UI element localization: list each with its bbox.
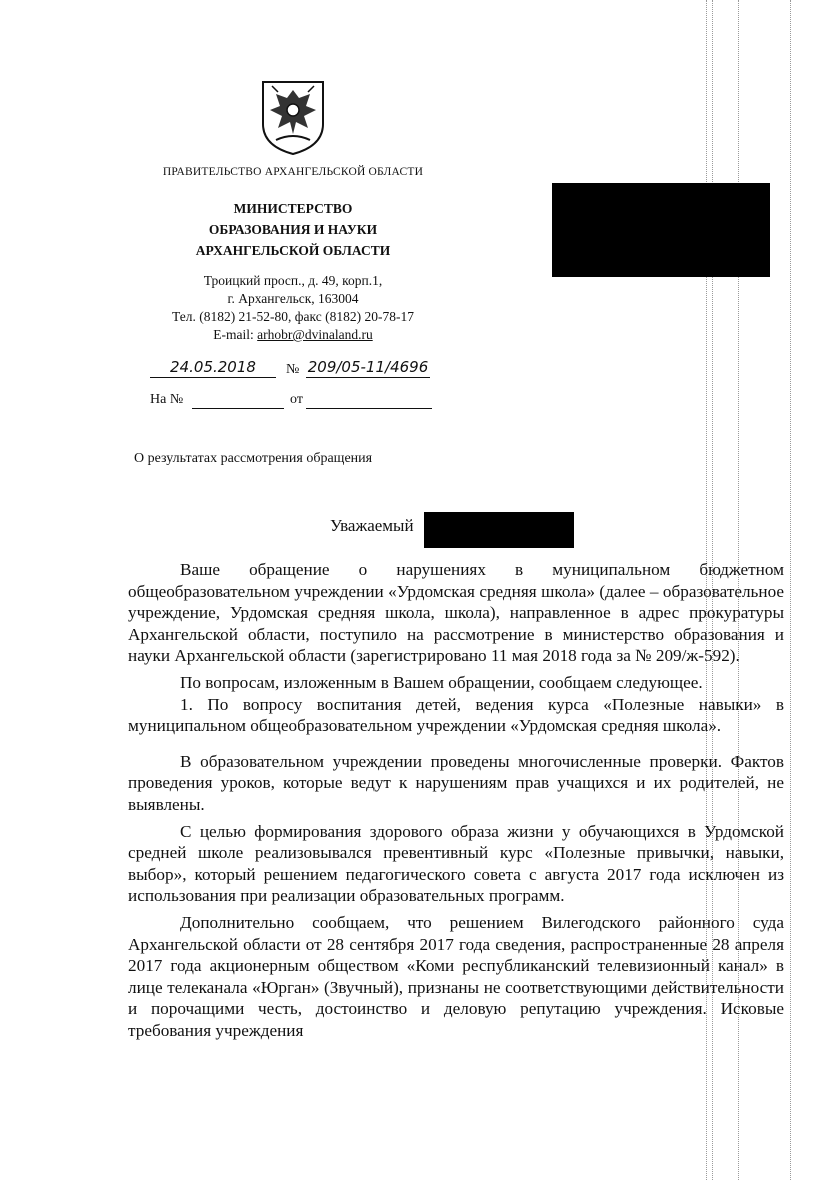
paragraph: Дополнительно сообщаем, что решением Вилегодского районного суда Архангельской области от 28 сентября 2017 года сведения, распространенные 28 апреля 2017 года акционерным обществом «Коми республиканский телевизионный канал» в лице телеканала «Юрган» (Звучный), признаны не соответствующими действительности и порочащими честь, достоинство и деловую репутацию учреждения. Исковые требования учреждения [128,912,784,1040]
reply-from-label: от [290,392,303,407]
ministry-line: ОБРАЗОВАНИЯ И НАУКИ [208,222,378,237]
paragraph: С целью формирования здорового образа жизни у обучающихся в Урдомской средней школе реализовывался превентивный курс «Полезные привычки, навыки, выбор», который решением педагогического совета с августа 2017 года исключен из использования при реализации образовательных программ. [128,821,784,906]
address-line: Тел. (8182) 21-52-80, факс (8182) 20-78-17 [171,309,414,324]
coat-of-arms-icon [258,76,328,156]
paragraph: В образовательном учреждении проведены многочисленные проверки. Фактов проведения уроков, которые ведут к нарушениям прав учащихся и их родителей, не выявлены. [128,751,784,814]
redacted-recipient [552,183,770,277]
address-line: Троицкий просп., д. 49, корп.1, [203,273,383,288]
reply-from-blank [306,408,432,409]
ministry-name [148,198,438,261]
scan-artifact-line [790,0,791,1180]
government-name: ПРАВИТЕЛЬСТВО АРХАНГЕЛЬСКОЙ ОБЛАСТИ [162,166,424,178]
reply-to-blank [192,408,284,409]
registration-number-label: № [286,362,300,377]
letter-body [128,559,784,1041]
ministry-line: АРХАНГЕЛЬСКОЙ ОБЛАСТИ [195,243,391,258]
paragraph: По вопросам, изложенным в Вашем обращении, сообщаем следующее. [180,672,703,692]
email-label: E-mail: [213,327,254,342]
address-line: г. Архангельск, 163004 [227,291,359,306]
email-link[interactable]: arhobr@dvinaland.ru [257,327,373,342]
paragraph: 1. По вопросу воспитания детей, ведения курса «Полезные навыки» в муниципальном общеобразовательном учреждении «Урдомская средняя школа». [128,694,784,736]
redacted-name [424,512,574,548]
letter-subject: О результатах рассмотрения обращения [134,451,373,466]
paragraph: Ваше обращение о нарушениях в муниципальном бюджетном общеобразовательном учреждении «Урдомская средняя школа» (далее – образовательное учреждение, Урдомская средняя школа, школа), направленное в адрес прокуратуры Архангельской области, поступило на рассмотрение в министерство образования и науки Архангельской области (зарегистрировано 11 мая 2018 года за № 209/ж-592). [128,560,784,666]
reply-to-label: На № [150,392,184,407]
registration-number: 209/05-11/4696 [307,358,429,376]
email-line [148,326,438,344]
registration-date: 24.05.2018 [150,358,276,378]
ministry-line: МИНИСТЕРСТВО [233,201,353,216]
ministry-address [148,272,438,344]
greeting: Уважаемый [330,516,414,535]
